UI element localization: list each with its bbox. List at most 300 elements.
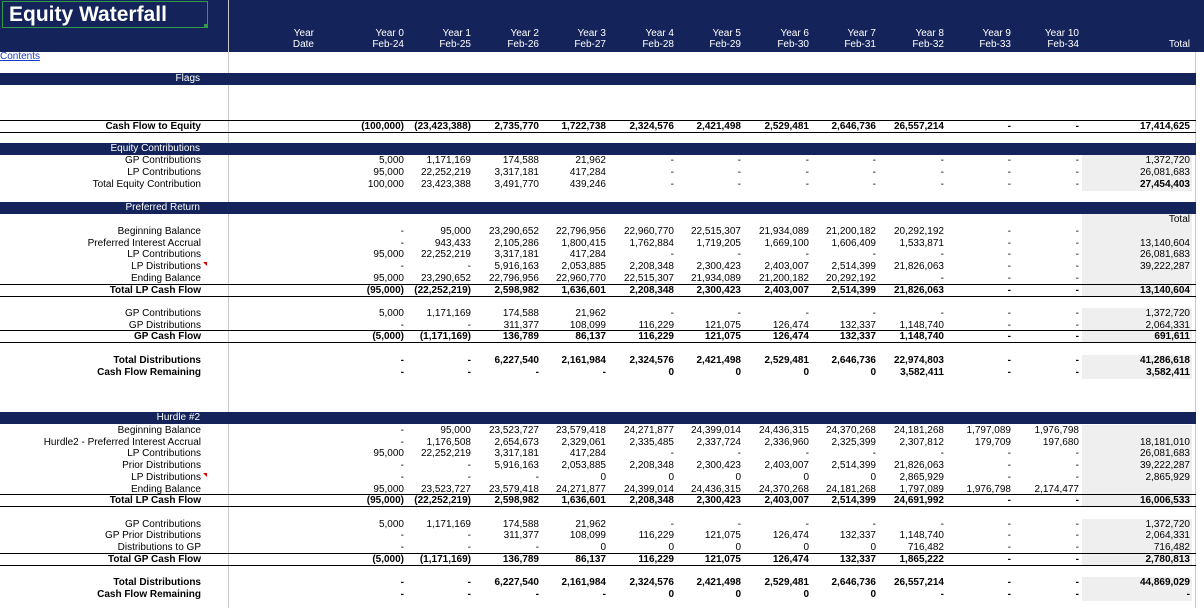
- value-cell[interactable]: -: [1075, 155, 1079, 166]
- value-cell[interactable]: 2,514,399: [831, 261, 876, 272]
- value-cell[interactable]: -: [940, 273, 944, 284]
- value-cell[interactable]: 2,403,007: [764, 460, 809, 471]
- value-cell[interactable]: 2,529,481: [764, 121, 809, 132]
- value-cell[interactable]: 23,423,388: [420, 179, 471, 190]
- value-cell[interactable]: -: [670, 308, 674, 319]
- value-cell[interactable]: 116,229: [638, 530, 674, 541]
- total-cell[interactable]: 716,482: [1153, 542, 1190, 553]
- value-cell[interactable]: 2,403,007: [764, 261, 809, 272]
- value-cell[interactable]: 1,636,601: [561, 285, 606, 296]
- value-cell[interactable]: -: [1075, 249, 1079, 260]
- value-cell[interactable]: -: [467, 577, 471, 588]
- value-cell[interactable]: -: [467, 542, 471, 553]
- value-cell[interactable]: 21,962: [575, 155, 606, 166]
- value-cell[interactable]: 23,579,418: [555, 425, 606, 436]
- value-cell[interactable]: -: [1075, 261, 1079, 272]
- value-cell[interactable]: -: [737, 167, 741, 178]
- value-cell[interactable]: -: [1075, 238, 1079, 249]
- value-cell[interactable]: 136,789: [502, 554, 539, 565]
- value-cell[interactable]: -: [467, 367, 471, 378]
- value-cell[interactable]: (1,171,169): [419, 554, 471, 565]
- value-cell[interactable]: -: [737, 448, 741, 459]
- value-cell[interactable]: 23,523,727: [420, 484, 471, 495]
- value-cell[interactable]: -: [1007, 273, 1011, 284]
- value-cell[interactable]: 0: [735, 542, 741, 553]
- value-cell[interactable]: 716,482: [907, 542, 944, 553]
- value-cell[interactable]: 2,300,423: [696, 261, 741, 272]
- value-cell[interactable]: 2,514,399: [831, 285, 876, 296]
- value-cell[interactable]: 0: [668, 542, 674, 553]
- value-cell[interactable]: -: [1075, 542, 1079, 553]
- value-cell[interactable]: 2,514,399: [831, 495, 876, 506]
- value-cell[interactable]: 26,557,214: [893, 577, 944, 588]
- value-cell[interactable]: 2,161,984: [561, 355, 606, 366]
- value-cell[interactable]: -: [940, 308, 944, 319]
- value-cell[interactable]: 5,916,163: [494, 460, 539, 471]
- value-cell[interactable]: 0: [870, 589, 876, 600]
- total-cell[interactable]: 26,081,683: [1139, 167, 1190, 178]
- total-cell[interactable]: 2,064,331: [1145, 530, 1190, 541]
- value-cell[interactable]: 1,148,740: [899, 331, 944, 342]
- value-cell[interactable]: 417,284: [569, 448, 606, 459]
- value-cell[interactable]: -: [400, 472, 404, 483]
- value-cell[interactable]: -: [940, 448, 944, 459]
- value-cell[interactable]: 95,000: [373, 448, 404, 459]
- value-cell[interactable]: -: [805, 249, 809, 260]
- value-cell[interactable]: 21,200,182: [758, 273, 809, 284]
- value-cell[interactable]: 2,529,481: [764, 577, 809, 588]
- value-cell[interactable]: 86,137: [575, 554, 606, 565]
- value-cell[interactable]: 2,654,673: [494, 437, 539, 448]
- total-cell[interactable]: 16,006,533: [1139, 495, 1190, 506]
- value-cell[interactable]: 0: [803, 367, 809, 378]
- value-cell[interactable]: 22,974,803: [893, 355, 944, 366]
- value-cell[interactable]: 26,557,214: [893, 121, 944, 132]
- value-cell[interactable]: 0: [870, 367, 876, 378]
- value-cell[interactable]: 2,336,960: [764, 437, 809, 448]
- value-cell[interactable]: -: [940, 589, 944, 600]
- value-cell[interactable]: -: [467, 261, 471, 272]
- value-cell[interactable]: 121,075: [704, 320, 741, 331]
- value-cell[interactable]: 1,636,601: [561, 495, 606, 506]
- value-cell[interactable]: -: [535, 542, 539, 553]
- value-cell[interactable]: (23,423,388): [414, 121, 471, 132]
- value-cell[interactable]: 20,292,192: [825, 273, 876, 284]
- row-label[interactable]: Cash Flow Remaining: [97, 367, 201, 378]
- value-cell[interactable]: -: [1075, 320, 1079, 331]
- value-cell[interactable]: -: [1007, 308, 1011, 319]
- value-cell[interactable]: 136,789: [502, 331, 539, 342]
- value-cell[interactable]: 2,161,984: [561, 577, 606, 588]
- value-cell[interactable]: 2,335,485: [629, 437, 674, 448]
- value-cell[interactable]: -: [1007, 472, 1011, 483]
- value-cell[interactable]: 174,588: [502, 155, 539, 166]
- value-cell[interactable]: -: [1007, 249, 1011, 260]
- value-cell[interactable]: 2,208,348: [629, 261, 674, 272]
- value-cell[interactable]: 174,588: [502, 308, 539, 319]
- value-cell[interactable]: 0: [735, 472, 741, 483]
- row-label[interactable]: Hurdle2 - Preferred Interest Accrual: [43, 437, 201, 448]
- value-cell[interactable]: 22,960,770: [555, 273, 606, 284]
- value-cell[interactable]: 311,377: [503, 530, 539, 541]
- value-cell[interactable]: -: [400, 355, 404, 366]
- row-label[interactable]: Prior Distributions: [122, 460, 201, 471]
- value-cell[interactable]: -: [940, 249, 944, 260]
- value-cell[interactable]: -: [400, 367, 404, 378]
- value-cell[interactable]: -: [467, 355, 471, 366]
- value-cell[interactable]: -: [670, 519, 674, 530]
- total-cell[interactable]: 44,869,029: [1139, 577, 1190, 588]
- value-cell[interactable]: 95,000: [440, 226, 471, 237]
- value-cell[interactable]: 1,148,740: [899, 320, 944, 331]
- value-cell[interactable]: -: [467, 320, 471, 331]
- value-cell[interactable]: -: [1007, 495, 1011, 506]
- value-cell[interactable]: 0: [668, 367, 674, 378]
- value-cell[interactable]: 121,075: [704, 554, 741, 565]
- value-cell[interactable]: 1,171,169: [426, 308, 471, 319]
- value-cell[interactable]: -: [940, 155, 944, 166]
- value-cell[interactable]: 2,598,982: [494, 285, 539, 296]
- value-cell[interactable]: -: [1007, 554, 1011, 565]
- value-cell[interactable]: -: [805, 179, 809, 190]
- value-cell[interactable]: -: [737, 519, 741, 530]
- value-cell[interactable]: 174,588: [502, 519, 539, 530]
- value-cell[interactable]: 24,271,877: [623, 425, 674, 436]
- value-cell[interactable]: 6,227,540: [494, 355, 539, 366]
- value-cell[interactable]: 95,000: [373, 484, 404, 495]
- value-cell[interactable]: -: [737, 308, 741, 319]
- value-cell[interactable]: 2,208,348: [629, 285, 674, 296]
- row-label[interactable]: Distributions to GP: [117, 542, 201, 553]
- value-cell[interactable]: 22,252,219: [420, 249, 471, 260]
- row-label[interactable]: LP Distributions: [131, 261, 201, 272]
- value-cell[interactable]: -: [400, 542, 404, 553]
- fill-handle[interactable]: [204, 24, 208, 28]
- value-cell[interactable]: -: [1007, 542, 1011, 553]
- total-cell[interactable]: 2,064,331: [1145, 320, 1190, 331]
- value-cell[interactable]: 2,735,770: [494, 121, 539, 132]
- value-cell[interactable]: 21,826,063: [893, 261, 944, 272]
- value-cell[interactable]: -: [1075, 472, 1079, 483]
- value-cell[interactable]: 24,436,315: [758, 425, 809, 436]
- value-cell[interactable]: 1,606,409: [831, 238, 876, 249]
- value-cell[interactable]: -: [1007, 577, 1011, 588]
- value-cell[interactable]: 3,582,411: [900, 367, 944, 378]
- value-cell[interactable]: -: [535, 589, 539, 600]
- value-cell[interactable]: 2,174,477: [1034, 484, 1079, 495]
- value-cell[interactable]: -: [1007, 530, 1011, 541]
- value-cell[interactable]: 116,229: [638, 554, 674, 565]
- value-cell[interactable]: -: [1075, 273, 1079, 284]
- total-cell[interactable]: 13,140,604: [1139, 238, 1190, 249]
- value-cell[interactable]: -: [1007, 448, 1011, 459]
- value-cell[interactable]: -: [805, 308, 809, 319]
- value-cell[interactable]: 2,529,481: [764, 355, 809, 366]
- value-cell[interactable]: 24,181,268: [893, 425, 944, 436]
- value-cell[interactable]: -: [1075, 121, 1079, 132]
- value-cell[interactable]: 1,800,415: [561, 238, 606, 249]
- value-cell[interactable]: 197,680: [1042, 437, 1079, 448]
- value-cell[interactable]: 116,229: [638, 331, 674, 342]
- value-cell[interactable]: -: [805, 167, 809, 178]
- value-cell[interactable]: -: [1007, 155, 1011, 166]
- value-cell[interactable]: -: [670, 448, 674, 459]
- value-cell[interactable]: -: [670, 167, 674, 178]
- value-cell[interactable]: 1,719,205: [696, 238, 741, 249]
- value-cell[interactable]: 86,137: [575, 331, 606, 342]
- value-cell[interactable]: -: [400, 530, 404, 541]
- total-cell[interactable]: 1,372,720: [1145, 519, 1190, 530]
- value-cell[interactable]: 2,403,007: [764, 495, 809, 506]
- value-cell[interactable]: -: [872, 155, 876, 166]
- value-cell[interactable]: 2,324,576: [629, 577, 674, 588]
- value-cell[interactable]: -: [1075, 554, 1079, 565]
- value-cell[interactable]: -: [940, 167, 944, 178]
- row-label[interactable]: GP Contributions: [125, 155, 201, 166]
- value-cell[interactable]: -: [1075, 495, 1079, 506]
- row-label[interactable]: Ending Balance: [130, 273, 201, 284]
- value-cell[interactable]: 0: [600, 472, 606, 483]
- value-cell[interactable]: -: [872, 448, 876, 459]
- value-cell[interactable]: (1,171,169): [419, 331, 471, 342]
- row-label[interactable]: GP Cash Flow: [133, 331, 201, 342]
- value-cell[interactable]: -: [467, 589, 471, 600]
- value-cell[interactable]: 2,337,724: [696, 437, 741, 448]
- value-cell[interactable]: 2,053,885: [561, 460, 606, 471]
- value-cell[interactable]: 1,148,740: [899, 530, 944, 541]
- value-cell[interactable]: -: [1075, 355, 1079, 366]
- value-cell[interactable]: 24,436,315: [690, 484, 741, 495]
- total-cell[interactable]: 13,140,604: [1139, 285, 1190, 296]
- value-cell[interactable]: 108,099: [569, 530, 606, 541]
- value-cell[interactable]: 132,337: [839, 554, 876, 565]
- value-cell[interactable]: -: [1007, 121, 1011, 132]
- value-cell[interactable]: 24,691,992: [893, 495, 944, 506]
- value-cell[interactable]: 0: [668, 589, 674, 600]
- total-cell[interactable]: 39,222,287: [1139, 261, 1190, 272]
- value-cell[interactable]: -: [1075, 285, 1079, 296]
- value-cell[interactable]: -: [1007, 285, 1011, 296]
- comment-indicator-icon[interactable]: [203, 262, 207, 266]
- total-cell[interactable]: 26,081,683: [1139, 448, 1190, 459]
- total-cell[interactable]: 3,582,411: [1146, 367, 1190, 378]
- value-cell[interactable]: (22,252,219): [414, 285, 471, 296]
- value-cell[interactable]: 116,229: [638, 320, 674, 331]
- value-cell[interactable]: 1,533,871: [899, 238, 944, 249]
- value-cell[interactable]: -: [400, 589, 404, 600]
- value-cell[interactable]: 95,000: [373, 273, 404, 284]
- value-cell[interactable]: 311,377: [503, 320, 539, 331]
- value-cell[interactable]: 100,000: [367, 179, 404, 190]
- value-cell[interactable]: 5,916,163: [494, 261, 539, 272]
- value-cell[interactable]: 417,284: [569, 249, 606, 260]
- row-label[interactable]: GP Distributions: [128, 320, 201, 331]
- value-cell[interactable]: 3,317,181: [494, 167, 539, 178]
- value-cell[interactable]: 1,976,798: [966, 484, 1011, 495]
- value-cell[interactable]: -: [400, 577, 404, 588]
- value-cell[interactable]: 0: [668, 472, 674, 483]
- value-cell[interactable]: 23,290,652: [488, 226, 539, 237]
- value-cell[interactable]: 3,491,770: [494, 179, 539, 190]
- row-label[interactable]: Beginning Balance: [117, 226, 201, 237]
- value-cell[interactable]: 1,176,508: [426, 437, 471, 448]
- value-cell[interactable]: 126,474: [772, 331, 809, 342]
- row-label[interactable]: Cash Flow Remaining: [97, 589, 201, 600]
- value-cell[interactable]: -: [805, 155, 809, 166]
- value-cell[interactable]: -: [1007, 320, 1011, 331]
- value-cell[interactable]: 1,797,089: [966, 425, 1011, 436]
- value-cell[interactable]: 21,962: [575, 519, 606, 530]
- row-label[interactable]: Total Equity Contribution: [92, 179, 201, 190]
- total-cell[interactable]: 17,414,625: [1139, 121, 1190, 132]
- value-cell[interactable]: -: [400, 261, 404, 272]
- value-cell[interactable]: 5,000: [378, 519, 404, 530]
- total-cell[interactable]: 18,181,010: [1139, 437, 1190, 448]
- value-cell[interactable]: -: [1075, 226, 1079, 237]
- row-label[interactable]: GP Prior Distributions: [105, 530, 201, 541]
- value-cell[interactable]: -: [1075, 331, 1079, 342]
- value-cell[interactable]: 1,722,738: [561, 121, 606, 132]
- total-cell[interactable]: 1,372,720: [1145, 308, 1190, 319]
- value-cell[interactable]: 21,826,063: [893, 460, 944, 471]
- total-cell[interactable]: 41,286,618: [1139, 355, 1190, 366]
- value-cell[interactable]: -: [1075, 589, 1079, 600]
- value-cell[interactable]: -: [1075, 167, 1079, 178]
- value-cell[interactable]: 2,105,286: [494, 238, 539, 249]
- value-cell[interactable]: 126,474: [772, 554, 809, 565]
- value-cell[interactable]: -: [940, 519, 944, 530]
- value-cell[interactable]: -: [670, 249, 674, 260]
- value-cell[interactable]: -: [737, 249, 741, 260]
- value-cell[interactable]: 1,797,089: [899, 484, 944, 495]
- value-cell[interactable]: -: [872, 519, 876, 530]
- total-cell[interactable]: 27,454,403: [1139, 179, 1190, 190]
- value-cell[interactable]: -: [1007, 238, 1011, 249]
- row-label[interactable]: LP Contributions: [127, 167, 201, 178]
- value-cell[interactable]: 3,317,181: [494, 249, 539, 260]
- value-cell[interactable]: -: [805, 448, 809, 459]
- value-cell[interactable]: -: [872, 179, 876, 190]
- value-cell[interactable]: 179,709: [974, 437, 1011, 448]
- value-cell[interactable]: -: [467, 472, 471, 483]
- value-cell[interactable]: 1,171,169: [426, 155, 471, 166]
- value-cell[interactable]: -: [1075, 577, 1079, 588]
- value-cell[interactable]: 132,337: [839, 331, 876, 342]
- value-cell[interactable]: -: [670, 155, 674, 166]
- value-cell[interactable]: 24,370,268: [825, 425, 876, 436]
- value-cell[interactable]: 132,337: [839, 530, 876, 541]
- value-cell[interactable]: 1,976,798: [1034, 425, 1079, 436]
- value-cell[interactable]: 108,099: [569, 320, 606, 331]
- value-cell[interactable]: -: [1075, 367, 1079, 378]
- value-cell[interactable]: 417,284: [569, 167, 606, 178]
- row-label[interactable]: Total Distributions: [113, 355, 201, 366]
- value-cell[interactable]: 3,317,181: [494, 448, 539, 459]
- row-label[interactable]: Total LP Cash Flow: [109, 285, 201, 296]
- value-cell[interactable]: 2,646,736: [831, 355, 876, 366]
- value-cell[interactable]: 0: [803, 472, 809, 483]
- value-cell[interactable]: 0: [600, 542, 606, 553]
- value-cell[interactable]: -: [535, 472, 539, 483]
- value-cell[interactable]: -: [467, 530, 471, 541]
- value-cell[interactable]: 20,292,192: [893, 226, 944, 237]
- value-cell[interactable]: 132,337: [839, 320, 876, 331]
- value-cell[interactable]: 23,523,727: [488, 425, 539, 436]
- value-cell[interactable]: 2,329,061: [561, 437, 606, 448]
- value-cell[interactable]: 95,000: [440, 425, 471, 436]
- value-cell[interactable]: 2,403,007: [764, 285, 809, 296]
- value-cell[interactable]: 21,826,063: [893, 285, 944, 296]
- value-cell[interactable]: 2,300,423: [696, 495, 741, 506]
- value-cell[interactable]: -: [1075, 530, 1079, 541]
- value-cell[interactable]: 2,421,498: [696, 355, 741, 366]
- total-cell[interactable]: -: [1186, 589, 1190, 600]
- value-cell[interactable]: 21,934,089: [758, 226, 809, 237]
- value-cell[interactable]: -: [872, 167, 876, 178]
- value-cell[interactable]: -: [805, 519, 809, 530]
- value-cell[interactable]: 0: [870, 542, 876, 553]
- value-cell[interactable]: 21,934,089: [690, 273, 741, 284]
- row-label[interactable]: Beginning Balance: [117, 425, 201, 436]
- value-cell[interactable]: 0: [870, 472, 876, 483]
- value-cell[interactable]: 1,865,222: [899, 554, 944, 565]
- value-cell[interactable]: 22,796,956: [488, 273, 539, 284]
- row-label[interactable]: LP Contributions: [127, 448, 201, 459]
- value-cell[interactable]: -: [1007, 589, 1011, 600]
- value-cell[interactable]: -: [467, 460, 471, 471]
- value-cell[interactable]: -: [400, 460, 404, 471]
- value-cell[interactable]: 95,000: [373, 167, 404, 178]
- value-cell[interactable]: 1,171,169: [426, 519, 471, 530]
- value-cell[interactable]: 121,075: [704, 530, 741, 541]
- value-cell[interactable]: 126,474: [772, 530, 809, 541]
- row-label[interactable]: Cash Flow to Equity: [105, 121, 201, 132]
- total-cell[interactable]: 691,611: [1154, 331, 1190, 342]
- value-cell[interactable]: -: [1007, 355, 1011, 366]
- value-cell[interactable]: -: [400, 425, 404, 436]
- value-cell[interactable]: 2,208,348: [629, 460, 674, 471]
- value-cell[interactable]: 2,300,423: [696, 285, 741, 296]
- value-cell[interactable]: 23,290,652: [420, 273, 471, 284]
- value-cell[interactable]: 21,962: [575, 308, 606, 319]
- value-cell[interactable]: 1,669,100: [764, 238, 809, 249]
- value-cell[interactable]: 2,646,736: [831, 121, 876, 132]
- row-label[interactable]: Preferred Interest Accrual: [87, 238, 201, 249]
- value-cell[interactable]: 2,325,399: [831, 437, 876, 448]
- value-cell[interactable]: 2,598,982: [494, 495, 539, 506]
- value-cell[interactable]: -: [1007, 167, 1011, 178]
- value-cell[interactable]: 439,246: [569, 179, 606, 190]
- value-cell[interactable]: 5,000: [378, 308, 404, 319]
- value-cell[interactable]: -: [872, 308, 876, 319]
- value-cell[interactable]: 121,075: [704, 331, 741, 342]
- value-cell[interactable]: -: [1007, 519, 1011, 530]
- value-cell[interactable]: 22,960,770: [623, 226, 674, 237]
- sheet-title[interactable]: Equity Waterfall: [2, 1, 208, 28]
- value-cell[interactable]: -: [1075, 179, 1079, 190]
- value-cell[interactable]: 22,515,307: [623, 273, 674, 284]
- value-cell[interactable]: 24,399,014: [690, 425, 741, 436]
- value-cell[interactable]: 6,227,540: [494, 577, 539, 588]
- value-cell[interactable]: 24,399,014: [623, 484, 674, 495]
- value-cell[interactable]: 23,579,418: [488, 484, 539, 495]
- value-cell[interactable]: 2,208,348: [629, 495, 674, 506]
- value-cell[interactable]: -: [1075, 460, 1079, 471]
- value-cell[interactable]: 2,307,812: [899, 437, 944, 448]
- value-cell[interactable]: 95,000: [373, 249, 404, 260]
- value-cell[interactable]: 24,271,877: [555, 484, 606, 495]
- row-label[interactable]: Total Distributions: [113, 577, 201, 588]
